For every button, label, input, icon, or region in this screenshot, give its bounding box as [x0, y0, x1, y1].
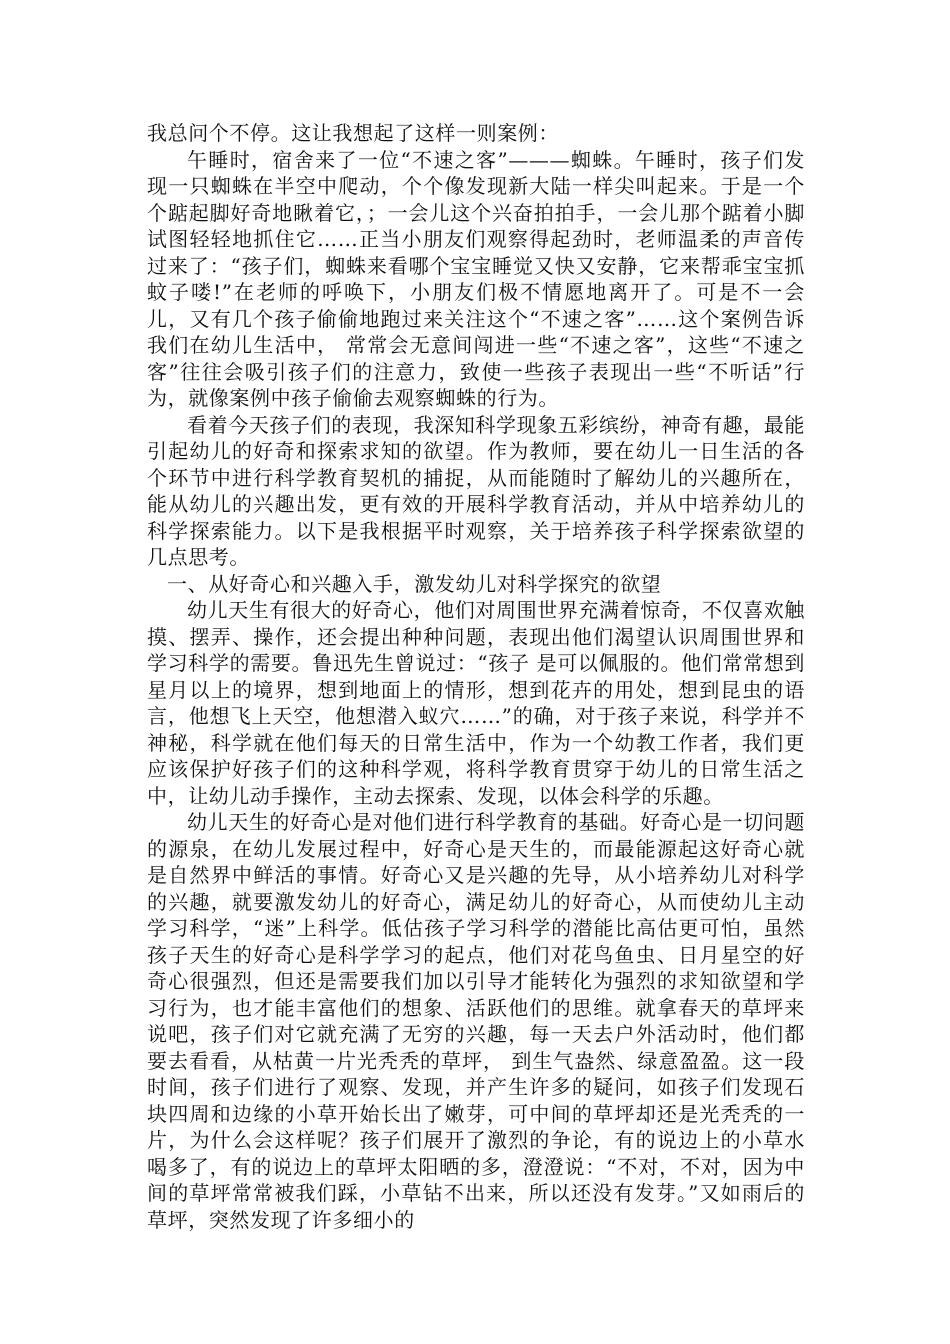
paragraph-reflection: 看着今天孩子们的表现，我深知科学现象五彩缤纷，神奇有趣，最能引起幼儿的好奇和探索求知的欲望。作为教师，要在幼儿一日生活的各个环节中进行科学教育契机的捕捉，从而能随时了解幼儿的兴趣所在，能从幼儿的兴趣出发，更有效的开展科学教育活动，并从中培养幼儿的科学探索能力。以下是我根据平时观察，关于培养孩子科学探索欲望的几点思考。: [147, 412, 805, 569]
paragraph-grass-example: 幼儿天生的好奇心是对他们进行科学教育的基础。好奇心是一切问题的源泉，在幼儿发展过程中，好奇心是天生的，而最能源起这好奇心就是自然界中鲜活的事情。好奇心又是兴趣的先导，从小培养幼儿对科学的兴趣，就要激发幼儿的好奇心，满足幼儿的好奇心，从而使幼儿主动学习科学，“迷”上科学。低估孩子学习科学的潜能比高估更可怕，虽然孩子天生的好奇心是科学学习的起点，他们对花鸟鱼虫、日月星空的好奇心很强烈，但还是需要我们加以引导才能转化为强烈的求知欲望和学习行为，也才能丰富他们的想象、活跃他们的思维。就拿春天的草坪来说吧，孩子们对它就充满了无穷的兴趣，每一天去户外活动时，他们都要去看看，从枯黄一片光秃秃的草坪， 到生气盎然、绿意盈盈。这一段时间，孩子们进行了观察、发现，并产生许多的疑问，如孩子们发现石块四周和边缘的小草开始长出了嫩芽，可中间的草坪却还是光秃秃的一片，为什么会这样呢？孩子们展开了激烈的争论，有的说边上的小草水喝多了，有的说边上的草坪太阳晒的多，澄澄说：“不对，不对，因为中间的草坪常常被我们踩，小草钻不出来，所以还没有发芽。”又如雨后的草坪，突然发现了许多细小的: [147, 810, 805, 1232]
paragraph-intro: 我总问个不停。这让我想起了这样一则案例：: [147, 121, 559, 145]
document-page: [147, 120, 805, 1233]
section-heading-1: 一、从好奇心和兴趣入手，激发幼儿对科学探究的欲望: [167, 571, 662, 596]
paragraph-case-spider: 午睡时，宿舍来了一位“不速之客”———蜘蛛。午睡时，孩子们发现一只蜘蛛在半空中爬动，个个像发现新大陆一样尖叫起来。于是一个个踮起脚好奇地瞅着它，；一会儿这个兴奋拍拍手，一会儿那个踮着小脚试图轻轻地抓住它……正当小朋友们观察得起劲时，老师温柔的声音传过来了：“孩子们，蜘蛛来看哪个宝宝睡觉又快又安静，它来帮乖宝宝抓蚊子喽!”在老师的呼唤下，小朋友们极不情愿地离开了。可是不一会儿，又有几个孩子偷偷地跑过来关注这个“不速之客”……这个案例告诉我们在幼儿生活中， 常常会无意间闯进一些“不速之客”，这些“不速之客”往往会吸引孩子们的注意力，致使一些孩子表现出一些“不听话”行为，就像案例中孩子偷偷去观察蜘蛛的行为。: [147, 147, 805, 410]
paragraph-curiosity: 幼儿天生有很大的好奇心，他们对周围世界充满着惊奇，不仅喜欢触摸、摆弄、操作，还会提出种种问题，表现出他们渴望认识周围世界和学习科学的需要。鲁迅先生曾说过：“孩子 是可以佩服的。他们常常想到星月以上的境界，想到地面上的情形，想到花卉的用处，想到昆虫的语言，他想飞上天空，他想潜入蚁穴……”的确，对于孩子来说，科学并不神秘，科学就在他们每天的日常生活中，作为一个幼教工作者，我们更应该保护好孩子们的这种科学观，将科学教育贯穿于幼儿的日常生活之中，让幼儿动手操作，主动去探索、发现，以体会科学的乐趣。: [147, 598, 805, 808]
